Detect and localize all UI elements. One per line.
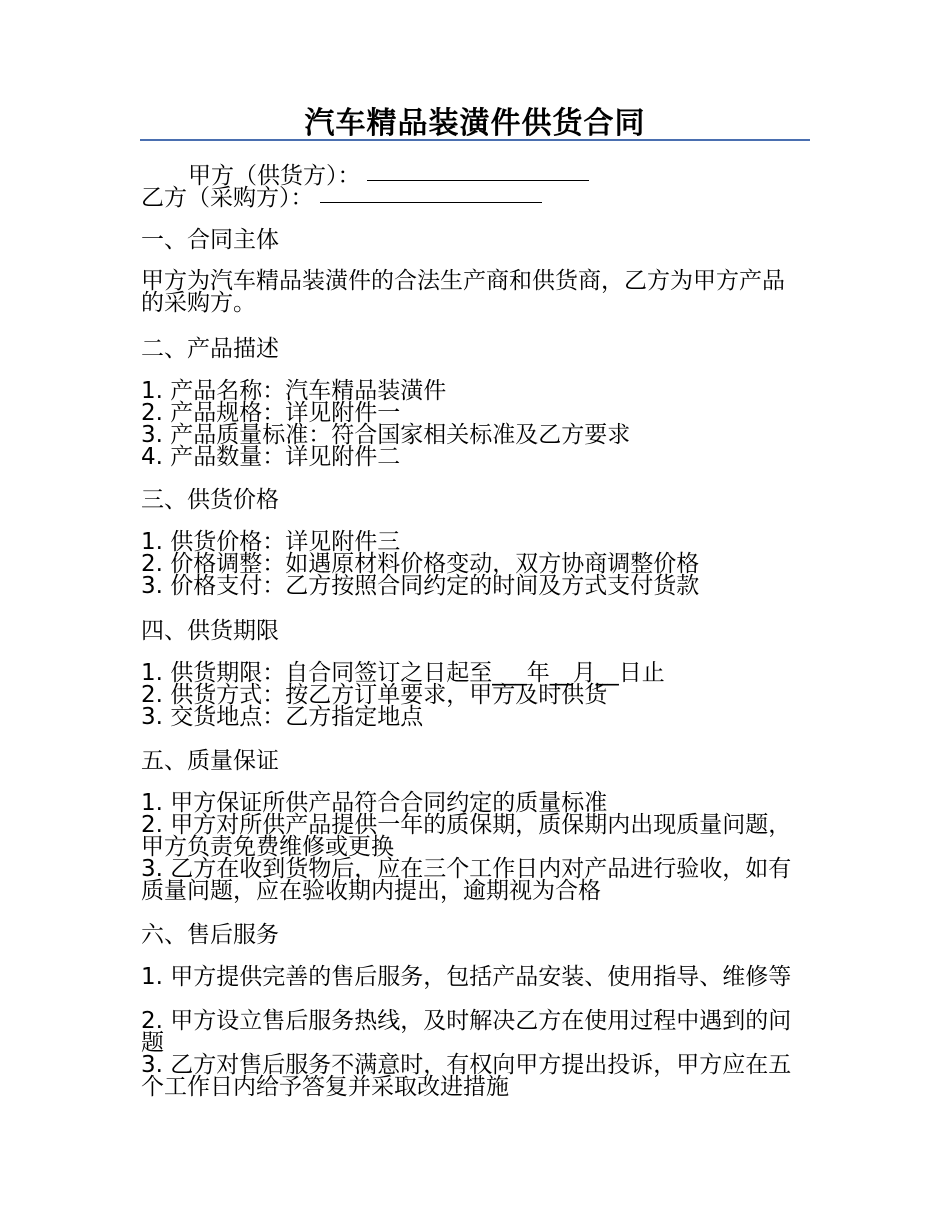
list-item: 2. 价格调整：如遇原材料价格变动，双方协商调整价格 [141,551,700,577]
list-item: 1. 供货期限：自合同签订之日起至___年__月__日止 [141,660,665,686]
section-heading-quality: 五、质量保证 [141,748,279,774]
list-item: 2. 产品规格：详见附件一 [141,400,401,426]
list-item: 2. 供货方式：按乙方订单要求，甲方及时供货 [141,682,608,708]
list-item: 1. 甲方保证所供产品符合合同约定的质量标准 [141,790,608,816]
list-item: 2. 甲方设立售后服务热线，及时解决乙方在使用过程中遇到的问题 [141,1008,792,1056]
party-a-line [188,165,589,187]
list-item: 3. 乙方在收到货物后，应在三个工作日内对产品进行验收，如有质量问题，应在验收期内提出，逾期视为合格 [141,856,792,904]
party-a-label: 甲方（供货方）： [188,163,361,189]
list-item: 3. 乙方对售后服务不满意时，有权向甲方提出投诉，甲方应在五个工作日内给予答复并采取改进措施 [141,1052,792,1100]
document-title: 汽车精品装潢件供货合同 [304,106,646,141]
list-item: 1. 产品名称：汽车精品装潢件 [141,378,447,404]
party-b-blank[interactable] [320,201,542,203]
party-b-line [141,187,542,209]
section-heading-service: 六、售后服务 [141,922,279,948]
list-item: 3. 交货地点：乙方指定地点 [141,704,424,730]
party-a-blank[interactable] [367,179,589,181]
party-b-label: 乙方（采购方）： [141,185,314,211]
list-item: 1. 甲方提供完善的售后服务，包括产品安装、使用指导、维修等 [141,964,792,990]
list-item: 3. 价格支付：乙方按照合同约定的时间及方式支付货款 [141,573,700,599]
title-underline [140,139,810,141]
section-heading-term: 四、供货期限 [141,618,279,644]
section-heading-subject: 一、合同主体 [141,227,279,253]
list-item: 4. 产品数量：详见附件二 [141,444,401,470]
section-paragraph-subject: 甲方为汽车精品装潢件的合法生产商和供货商，乙方为甲方产品的采购方。 [141,268,785,316]
section-heading-price: 三、供货价格 [141,487,279,513]
section-heading-product: 二、产品描述 [141,336,279,362]
list-item: 1. 供货价格：详见附件三 [141,529,401,555]
list-item: 2. 甲方对所供产品提供一年的质保期，质保期内出现质量问题，甲方负责免费维修或更换 [141,812,792,860]
list-item: 3. 产品质量标准：符合国家相关标准及乙方要求 [141,422,631,448]
